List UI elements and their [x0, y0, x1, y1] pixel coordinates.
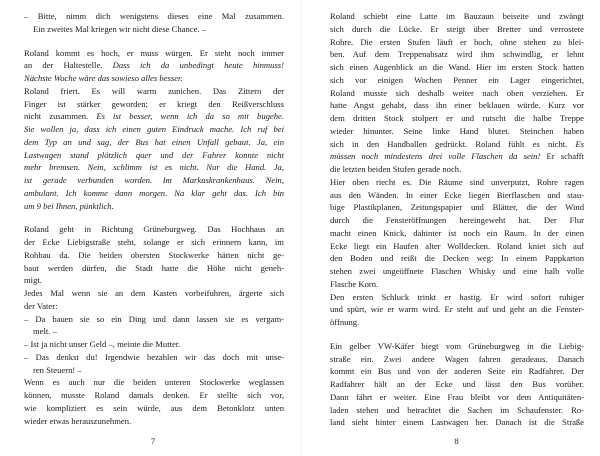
text-line: – Das denkst du! Irgendwie bezahlen wir das doch mit unse-: [24, 351, 284, 362]
italic-text: müssen noch mindestens drei volle Flaschen da sein!: [330, 151, 541, 162]
text-line: migt.: [24, 275, 42, 286]
right-page-text: [330, 10, 584, 429]
text-line: Roland kommt es hoch, er muss würgen. Er steht noch immer: [24, 47, 284, 58]
text-line: sich vor einigen Wochen Penner ein Lager eingerichtet,: [330, 74, 584, 85]
text-line: – Ist ja nicht unser Geld –, meinte die Mutter.: [24, 339, 181, 349]
text-line: ren Steuern! –: [33, 364, 82, 375]
text-line: an der Haltestelle. Dass ich da unbedingt heute hinmuss!: [24, 60, 284, 71]
text-line: [24, 123, 284, 136]
text-line: Radfahrer hält an der Ecke und lässt den Bus vorüber.: [330, 379, 584, 389]
page-number-right: 8: [454, 436, 459, 447]
text-line: Dann fährt er weiter. Eine Frau bleibt vor dem Antiquitäten-: [330, 391, 584, 402]
text-line: [24, 200, 284, 213]
paragraph: [330, 10, 584, 329]
text-line: müssen noch mindestens drei volle Flaschen da sein! Er schafft: [330, 151, 584, 162]
text-line: dem dritten Stock stolpert er und rutscht die halbe Treppe: [330, 113, 584, 123]
text-line: land sieht hinter einem Lastwagen her. Danach ist die Straße: [330, 417, 584, 428]
paragraph-gap: [24, 212, 284, 223]
text-line: Roland friert. Es will warm zunichen. Das Zittern der: [24, 85, 284, 96]
text-line: Ein zweites Mal kriegen wir nicht diese Chance. –: [33, 23, 207, 34]
italic-text: mehr bremsen. Nein, schlimm ist es nicht. Nur die Hand. Ja,: [24, 162, 284, 173]
text-line: sich durch die Lücke. Er steigt über Bretter und verrostete: [330, 23, 584, 34]
text-line: bige Plastikplanen, Zeitungspapier und Blätter, die der Wind: [330, 202, 584, 213]
text-line: – Bitte, nimm dich wenigstens dieses eine Mal zusammen.: [24, 11, 284, 21]
text-line: stehen zwei ungeöffnete Flaschen Whisky und eine halb volle: [330, 266, 584, 276]
text-line: [24, 161, 284, 174]
text-line: Rohbau da. Die beiden obersten Stockwerke hätten nicht ge-: [24, 249, 284, 260]
text-line: Roland musste sich deshalb weiter nach oben verziehen. Er: [330, 87, 584, 98]
text-line: Ein gelber VW-Käfer biegt vom Grüneburgweg in die Liebig-: [330, 340, 584, 351]
text-line: Roland schiebt eine Latte im Bauzaun beiseite und zwängt: [330, 11, 584, 21]
text-line: wie kompliziert es sein würde, aus dem Betonklotz unten: [24, 402, 284, 413]
italic-text: Nächste Woche wäre das sowieso alles besser.: [24, 73, 183, 83]
italic-text: ambulant. Ich komme dann morgen. Na klar geht das. Ich bin: [24, 187, 284, 198]
text-line: ben. Auf dem Treppenabsatz wird ihm schwindlig, er lehnt: [330, 49, 584, 60]
text-line: nicht zusammen. Es ist besser, wenn ich da so mit bugehe.: [24, 111, 284, 122]
text-line: Rohre. Die ersten Stufen läuft er hoch, ohne stehen zu blei-: [330, 36, 584, 47]
paragraph: [24, 47, 284, 213]
text-line: öffnung.: [330, 317, 360, 327]
text-line: aus den Wänden. In einer Ecke liegen Bierflaschen und stau-: [330, 189, 584, 200]
text-line: Ecke liegt ein Haufen alter Wolldecken. Roland kniet sich auf: [330, 240, 584, 251]
text-line: macht einen Knick, dahinter ist noch ein Raum. In der einen: [330, 227, 584, 238]
text-line: [24, 72, 284, 85]
italic-text: Sie wollen ja, dass ich einen guten Eindruck mache. Ich ruf bei: [24, 124, 284, 134]
text-line: [24, 174, 284, 187]
paragraph-gap: [24, 36, 284, 47]
text-line: Finger ist stärker geworden; er kriegt den Reißverschluss: [24, 98, 284, 109]
italic-text: ist gerade verbunden worden. Im Markuskrankenhaus. Nein,: [24, 175, 284, 185]
text-line: hatte Angst gehabt, dass ihn einer beklauen würde. Kurz vor: [330, 100, 584, 111]
text-line: Wenn es auch nur die beiden unteren Stockwerke weglassen: [24, 377, 284, 388]
italic-text: um 9 bei Ihnen, pünktlich.: [24, 200, 114, 211]
text-line: melt. –: [33, 326, 57, 337]
text-line: Flasche Korn.: [330, 278, 379, 289]
text-line: den Boden und reißt die Decken weg: In einem Pappkarton: [330, 253, 584, 264]
text-line: Den ersten Schluck trinkt er hastig. Er wird sofort ruhiger: [330, 291, 584, 302]
paragraph: [24, 10, 284, 36]
italic-text: Es: [575, 138, 584, 149]
left-page-text: [24, 10, 284, 427]
text-line: Jedes Mal wenn sie an dem Kasten vorbeifuhren, ärgerte sich: [24, 288, 284, 298]
text-line: der Vater:: [24, 300, 58, 311]
text-line: sich in den Handballen gedrückt. Roland fühlt es nicht. Es: [330, 138, 584, 149]
text-line: straße ein. Zwei andere Wagen fahren geradeaus. Danach: [330, 353, 584, 364]
paragraph: [24, 223, 284, 427]
text-line: laden stehen und betrachtet die Sachen im Schaufenster. Ro-: [330, 404, 584, 415]
text-line: die letzten beiden Stufen gerade noch.: [330, 164, 462, 174]
text-line: sich einen Augenblick an die Wand. Hier im ersten Stock hatten: [330, 62, 584, 72]
text-line: baut werden dürfen, die Stadt hatte die Höhe nicht geneh-: [24, 262, 284, 273]
paragraph-gap: [330, 329, 584, 340]
text-line: – Da bauen sie so ein Ding und dann lassen sie es vergam-: [24, 313, 284, 324]
text-line: [24, 149, 284, 162]
text-line: Roland geht in Richtung Grüneburgweg. Das Hochhaus an: [24, 224, 284, 235]
text-line: können, musste Roland damals denken. Er stellte sich vor,: [24, 390, 284, 400]
paragraph: [330, 340, 584, 429]
italic-text: dem Typ an und sag, der Bus hat einen Unfall gebaut. Ja, ein: [24, 136, 284, 147]
italic-text: Dass ich da unbedingt heute hinmuss!: [112, 60, 284, 71]
right-page: [300, 0, 600, 456]
text-line: der Ecke Liebigstraße steht, solange er sich erinnern kann, im: [24, 237, 284, 247]
text-line: Hier oben riecht es. Die Räume sind unverputzt, Rohre ragen: [330, 176, 584, 187]
text-line: [24, 187, 284, 200]
text-line: [24, 136, 284, 149]
page-number-left: 7: [150, 436, 156, 447]
italic-text: Es ist besser, wenn ich da so mit bugehe.: [96, 111, 284, 122]
text-line: durch die Fensteröffnungen hereingeweht hat. Der Flur: [330, 215, 584, 225]
text-line: kommt ein Bus und von der anderen Seite ein Radfahrer. Der: [330, 366, 584, 377]
text-line: wieder etwas herauszunehmen.: [24, 415, 132, 426]
text-line: wieder hinunter. Seine linke Hand blutet. Steinchen haben: [330, 125, 584, 136]
italic-text: Lastwagen stand plötzlich quer und der Fahrer konnte nicht: [24, 149, 284, 160]
text-line: und spürt, wie er warm wird. Er steht auf und geht an die Fenster-: [330, 304, 584, 315]
